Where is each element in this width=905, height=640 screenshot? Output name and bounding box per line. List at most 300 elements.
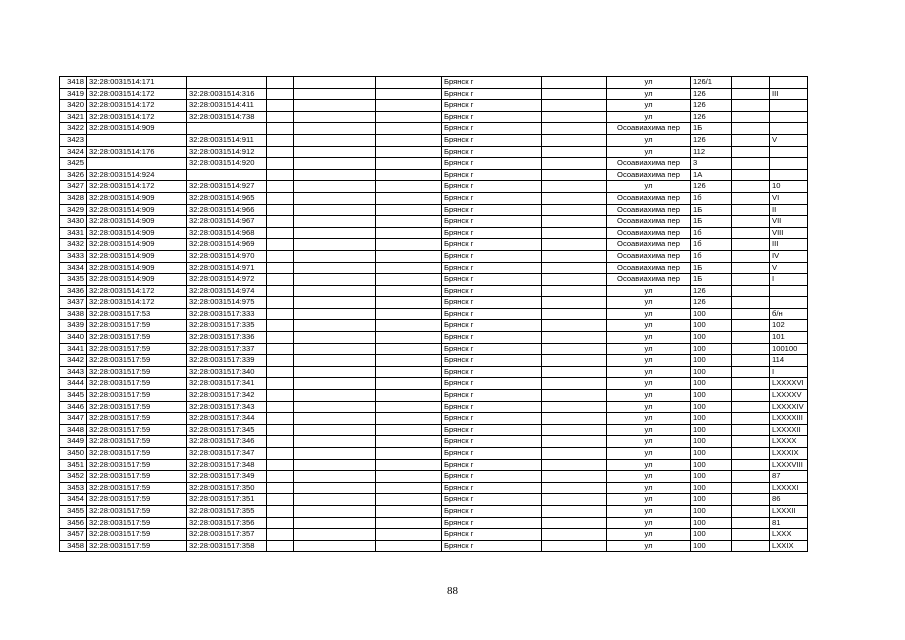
table-row xyxy=(60,146,808,158)
table-cell: 32:28:0031517:357 xyxy=(187,529,267,541)
table-cell: II xyxy=(770,204,808,216)
table-cell: 32:28:0031517:347 xyxy=(187,448,267,460)
table-cell xyxy=(770,297,808,309)
table-cell xyxy=(542,250,607,262)
table-cell xyxy=(294,88,376,100)
table-cell: 32:28:0031514:969 xyxy=(187,239,267,251)
table-cell xyxy=(732,390,770,402)
table-cell xyxy=(770,146,808,158)
table-cell xyxy=(376,424,442,436)
table-cell: 1Б xyxy=(691,123,732,135)
table-cell xyxy=(294,378,376,390)
table-cell xyxy=(376,285,442,297)
table-cell: Брянск г xyxy=(442,448,542,460)
table-cell xyxy=(732,204,770,216)
table-cell: 100 xyxy=(691,401,732,413)
table-cell xyxy=(376,123,442,135)
table-cell: 32:28:0031517:344 xyxy=(187,413,267,425)
table-cell: 100 xyxy=(691,505,732,517)
table-cell xyxy=(542,134,607,146)
table-cell xyxy=(542,332,607,344)
table-cell: Брянск г xyxy=(442,134,542,146)
table-cell: Брянск г xyxy=(442,192,542,204)
table-cell xyxy=(542,424,607,436)
table-cell xyxy=(732,146,770,158)
table-cell: Брянск г xyxy=(442,355,542,367)
table-cell xyxy=(294,308,376,320)
table-cell: Осоавиахима пер xyxy=(607,250,691,262)
table-cell: 32:28:0031517:53 xyxy=(87,308,187,320)
table-cell xyxy=(294,494,376,506)
table-cell: 126 xyxy=(691,181,732,193)
table-cell xyxy=(732,401,770,413)
table-cell: 32:28:0031517:350 xyxy=(187,482,267,494)
table-cell: Осоавиахима пер xyxy=(607,216,691,228)
table-cell: Брянск г xyxy=(442,459,542,471)
table-cell: ул xyxy=(607,181,691,193)
table-row xyxy=(60,424,808,436)
table-cell xyxy=(376,436,442,448)
table-cell xyxy=(267,343,294,355)
table-cell: 32:28:0031514:924 xyxy=(87,169,187,181)
table-cell: 100 xyxy=(691,436,732,448)
table-row xyxy=(60,192,808,204)
table-cell: 100 xyxy=(691,413,732,425)
table-cell: 3451 xyxy=(60,459,87,471)
table-cell xyxy=(732,436,770,448)
table-cell xyxy=(267,540,294,552)
table-cell xyxy=(732,77,770,89)
table-cell: 126 xyxy=(691,134,732,146)
table-cell: 32:28:0031517:358 xyxy=(187,540,267,552)
table-cell xyxy=(267,285,294,297)
table-cell: 32:28:0031517:59 xyxy=(87,378,187,390)
table-cell xyxy=(376,181,442,193)
table-cell: Брянск г xyxy=(442,517,542,529)
table-cell xyxy=(376,505,442,517)
table-cell: 100 xyxy=(691,459,732,471)
table-row xyxy=(60,343,808,355)
table-row xyxy=(60,401,808,413)
table-cell: ул xyxy=(607,88,691,100)
table-cell: 32:28:0031514:909 xyxy=(87,123,187,135)
page-number: 88 xyxy=(447,585,458,597)
table-cell: 32:28:0031514:316 xyxy=(187,88,267,100)
table-cell: 100 xyxy=(691,471,732,483)
table-cell: 3457 xyxy=(60,529,87,541)
table-cell xyxy=(732,297,770,309)
table-cell: ул xyxy=(607,297,691,309)
table-cell xyxy=(732,355,770,367)
table-cell: Брянск г xyxy=(442,77,542,89)
table-cell xyxy=(267,227,294,239)
table-cell xyxy=(542,204,607,216)
table-cell: 32:28:0031514:909 xyxy=(87,204,187,216)
table-cell: 3 xyxy=(691,158,732,170)
table-cell: Осоавиахима пер xyxy=(607,227,691,239)
table-cell: 32:28:0031517:351 xyxy=(187,494,267,506)
table-cell: ул xyxy=(607,308,691,320)
table-cell: 1Б xyxy=(691,216,732,228)
table-cell xyxy=(542,343,607,355)
table-cell xyxy=(542,540,607,552)
table-cell xyxy=(376,88,442,100)
table-cell xyxy=(542,459,607,471)
table-cell xyxy=(294,77,376,89)
table-cell xyxy=(87,134,187,146)
table-cell: ул xyxy=(607,332,691,344)
table-cell xyxy=(267,401,294,413)
table-row xyxy=(60,308,808,320)
table-cell xyxy=(294,424,376,436)
table-cell xyxy=(294,529,376,541)
table-cell: LXXXXIII xyxy=(770,413,808,425)
table-cell xyxy=(376,471,442,483)
document-page xyxy=(59,76,808,552)
table-row xyxy=(60,181,808,193)
table-cell xyxy=(294,343,376,355)
table-cell: 126 xyxy=(691,297,732,309)
table-cell: 3452 xyxy=(60,471,87,483)
table-cell xyxy=(732,239,770,251)
table-cell: 32:28:0031514:909 xyxy=(87,250,187,262)
table-cell xyxy=(376,413,442,425)
table-cell: 32:28:0031514:975 xyxy=(187,297,267,309)
table-cell: 32:28:0031517:343 xyxy=(187,401,267,413)
table-cell xyxy=(542,529,607,541)
table-cell: 32:28:0031517:59 xyxy=(87,540,187,552)
table-row xyxy=(60,204,808,216)
table-cell xyxy=(267,192,294,204)
table-cell xyxy=(294,262,376,274)
table-cell: 3455 xyxy=(60,505,87,517)
table-cell: 100 xyxy=(691,343,732,355)
table-cell xyxy=(376,204,442,216)
table-cell xyxy=(732,111,770,123)
table-cell xyxy=(267,308,294,320)
table-cell: VI xyxy=(770,192,808,204)
table-cell: 32:28:0031517:348 xyxy=(187,459,267,471)
table-cell: 32:28:0031514:965 xyxy=(187,192,267,204)
table-cell: LXXIX xyxy=(770,540,808,552)
table-cell: 3443 xyxy=(60,366,87,378)
table-cell: LXXXXV xyxy=(770,390,808,402)
table-cell: 126 xyxy=(691,88,732,100)
table-cell: Брянск г xyxy=(442,216,542,228)
table-row xyxy=(60,436,808,448)
table-cell: 32:28:0031517:59 xyxy=(87,424,187,436)
table-cell xyxy=(542,262,607,274)
table-cell: 32:28:0031514:970 xyxy=(187,250,267,262)
table-cell: 32:28:0031514:909 xyxy=(87,262,187,274)
table-cell: Брянск г xyxy=(442,123,542,135)
table-cell: 100 xyxy=(691,390,732,402)
table-cell: 100 xyxy=(691,355,732,367)
table-row xyxy=(60,123,808,135)
table-cell xyxy=(376,216,442,228)
table-cell xyxy=(294,158,376,170)
table-cell xyxy=(732,332,770,344)
table-cell: ул xyxy=(607,424,691,436)
table-row xyxy=(60,332,808,344)
table-cell xyxy=(732,517,770,529)
table-cell: 100 xyxy=(691,332,732,344)
table-cell: Брянск г xyxy=(442,482,542,494)
table-cell xyxy=(267,111,294,123)
table-cell: Брянск г xyxy=(442,401,542,413)
table-cell xyxy=(732,250,770,262)
table-cell xyxy=(732,448,770,460)
table-cell: Брянск г xyxy=(442,169,542,181)
table-cell xyxy=(294,297,376,309)
table-cell: 32:28:0031517:59 xyxy=(87,482,187,494)
table-cell: 3440 xyxy=(60,332,87,344)
table-cell xyxy=(267,378,294,390)
table-row xyxy=(60,448,808,460)
table-cell: 32:28:0031514:909 xyxy=(87,192,187,204)
table-cell: 32:28:0031517:59 xyxy=(87,332,187,344)
table-cell: 3420 xyxy=(60,100,87,112)
table-cell: 32:28:0031517:59 xyxy=(87,517,187,529)
table-cell xyxy=(294,192,376,204)
table-cell: 3436 xyxy=(60,285,87,297)
table-cell: ул xyxy=(607,378,691,390)
table-cell: Брянск г xyxy=(442,274,542,286)
table-cell xyxy=(294,204,376,216)
table-cell xyxy=(187,77,267,89)
table-cell: Брянск г xyxy=(442,297,542,309)
table-row xyxy=(60,505,808,517)
table-cell xyxy=(542,355,607,367)
table-cell: 32:28:0031514:176 xyxy=(87,146,187,158)
table-cell: 3425 xyxy=(60,158,87,170)
table-cell: 32:28:0031517:337 xyxy=(187,343,267,355)
table-cell: 32:28:0031517:346 xyxy=(187,436,267,448)
table-cell xyxy=(542,448,607,460)
table-cell: 3454 xyxy=(60,494,87,506)
table-cell xyxy=(294,285,376,297)
table-cell xyxy=(542,471,607,483)
table-row xyxy=(60,262,808,274)
table-cell: 3432 xyxy=(60,239,87,251)
table-cell xyxy=(294,413,376,425)
table-cell xyxy=(732,424,770,436)
table-cell xyxy=(267,216,294,228)
table-cell xyxy=(376,297,442,309)
table-cell xyxy=(294,517,376,529)
table-cell: 102 xyxy=(770,320,808,332)
table-cell xyxy=(542,505,607,517)
table-cell: 3418 xyxy=(60,77,87,89)
table-cell xyxy=(542,482,607,494)
table-row xyxy=(60,285,808,297)
table-row xyxy=(60,134,808,146)
table-cell: 32:28:0031514:927 xyxy=(187,181,267,193)
table-cell: Брянск г xyxy=(442,436,542,448)
table-cell xyxy=(542,366,607,378)
table-cell xyxy=(267,297,294,309)
table-cell: 32:28:0031517:336 xyxy=(187,332,267,344)
table-cell xyxy=(732,308,770,320)
table-cell: 32:28:0031514:912 xyxy=(187,146,267,158)
table-cell xyxy=(267,366,294,378)
table-cell xyxy=(542,111,607,123)
table-cell xyxy=(294,169,376,181)
table-cell: 87 xyxy=(770,471,808,483)
table-cell xyxy=(294,274,376,286)
table-cell: Брянск г xyxy=(442,227,542,239)
table-cell: ул xyxy=(607,320,691,332)
table-cell xyxy=(542,517,607,529)
table-cell: 101 xyxy=(770,332,808,344)
table-cell: 32:28:0031517:59 xyxy=(87,355,187,367)
table-cell: 86 xyxy=(770,494,808,506)
table-cell: 100 xyxy=(691,482,732,494)
table-cell xyxy=(376,274,442,286)
table-cell xyxy=(732,192,770,204)
table-cell: 3441 xyxy=(60,343,87,355)
table-cell: 32:28:0031514:172 xyxy=(87,111,187,123)
table-row xyxy=(60,459,808,471)
table-cell: 3422 xyxy=(60,123,87,135)
table-cell xyxy=(267,204,294,216)
table-cell xyxy=(294,355,376,367)
table-cell: IV xyxy=(770,250,808,262)
table-cell: ул xyxy=(607,448,691,460)
table-cell: 32:28:0031514:172 xyxy=(87,181,187,193)
table-cell: VIII xyxy=(770,227,808,239)
table-cell xyxy=(732,540,770,552)
table-cell xyxy=(267,169,294,181)
table-cell xyxy=(267,517,294,529)
table-cell xyxy=(267,459,294,471)
table-cell: 3450 xyxy=(60,448,87,460)
table-cell xyxy=(376,459,442,471)
table-cell xyxy=(294,436,376,448)
table-cell xyxy=(267,482,294,494)
table-cell xyxy=(542,227,607,239)
table-cell xyxy=(376,332,442,344)
table-cell: 3427 xyxy=(60,181,87,193)
table-cell: I xyxy=(770,366,808,378)
table-cell xyxy=(732,158,770,170)
table-cell xyxy=(294,459,376,471)
table-row xyxy=(60,77,808,89)
table-cell: 32:28:0031514:972 xyxy=(187,274,267,286)
table-cell xyxy=(542,308,607,320)
table-cell: Брянск г xyxy=(442,529,542,541)
table-cell xyxy=(267,158,294,170)
table-cell: 32:28:0031514:172 xyxy=(87,285,187,297)
table-cell: LXXXXII xyxy=(770,424,808,436)
table-cell xyxy=(542,239,607,251)
table-cell: 100 xyxy=(691,540,732,552)
table-cell: 100 xyxy=(691,366,732,378)
table-cell: 32:28:0031514:411 xyxy=(187,100,267,112)
table-cell: 3423 xyxy=(60,134,87,146)
table-cell xyxy=(376,517,442,529)
table-cell: V xyxy=(770,262,808,274)
table-cell: ул xyxy=(607,390,691,402)
table-cell xyxy=(294,123,376,135)
table-cell xyxy=(187,169,267,181)
table-cell: 100 xyxy=(691,448,732,460)
table-cell: ул xyxy=(607,134,691,146)
table-row xyxy=(60,529,808,541)
table-cell: LXXXVIII xyxy=(770,459,808,471)
table-cell xyxy=(376,366,442,378)
table-cell xyxy=(770,158,808,170)
table-cell: 100 xyxy=(691,517,732,529)
table-cell xyxy=(542,100,607,112)
table-cell xyxy=(267,494,294,506)
table-cell xyxy=(267,413,294,425)
table-cell xyxy=(732,274,770,286)
table-cell xyxy=(376,158,442,170)
table-cell: Осоавиахима пер xyxy=(607,262,691,274)
table-cell: 100 xyxy=(691,320,732,332)
table-cell: Брянск г xyxy=(442,100,542,112)
table-cell xyxy=(294,250,376,262)
table-cell: Брянск г xyxy=(442,239,542,251)
table-cell: 32:28:0031517:59 xyxy=(87,471,187,483)
table-cell: 3429 xyxy=(60,204,87,216)
table-cell: 3458 xyxy=(60,540,87,552)
table-cell xyxy=(267,448,294,460)
table-row xyxy=(60,378,808,390)
table-cell xyxy=(294,216,376,228)
table-cell xyxy=(542,285,607,297)
table-cell xyxy=(376,529,442,541)
table-cell: LXXXXI xyxy=(770,482,808,494)
table-cell: 32:28:0031517:59 xyxy=(87,494,187,506)
table-cell xyxy=(267,146,294,158)
table-cell: 32:28:0031517:342 xyxy=(187,390,267,402)
table-cell xyxy=(732,413,770,425)
table-row xyxy=(60,274,808,286)
table-cell xyxy=(294,134,376,146)
table-cell xyxy=(267,332,294,344)
table-cell xyxy=(732,216,770,228)
table-cell xyxy=(267,239,294,251)
table-cell xyxy=(542,413,607,425)
table-cell xyxy=(770,77,808,89)
table-cell xyxy=(732,378,770,390)
table-cell: 32:28:0031517:59 xyxy=(87,505,187,517)
table-cell xyxy=(770,100,808,112)
table-cell: 32:28:0031514:909 xyxy=(87,274,187,286)
table-cell xyxy=(267,505,294,517)
table-cell xyxy=(542,378,607,390)
table-cell: VII xyxy=(770,216,808,228)
table-cell xyxy=(732,320,770,332)
table-cell: 3433 xyxy=(60,250,87,262)
table-cell: Брянск г xyxy=(442,204,542,216)
table-cell: 32:28:0031517:59 xyxy=(87,401,187,413)
table-cell xyxy=(294,401,376,413)
table-cell xyxy=(376,482,442,494)
table-cell xyxy=(732,366,770,378)
table-cell: 1б xyxy=(691,250,732,262)
table-cell xyxy=(267,471,294,483)
table-cell: 32:28:0031517:345 xyxy=(187,424,267,436)
table-cell: LXXXX xyxy=(770,436,808,448)
table-cell xyxy=(294,540,376,552)
table-cell: Осоавиахима пер xyxy=(607,204,691,216)
table-cell xyxy=(294,471,376,483)
table-cell xyxy=(376,250,442,262)
table-cell xyxy=(732,262,770,274)
